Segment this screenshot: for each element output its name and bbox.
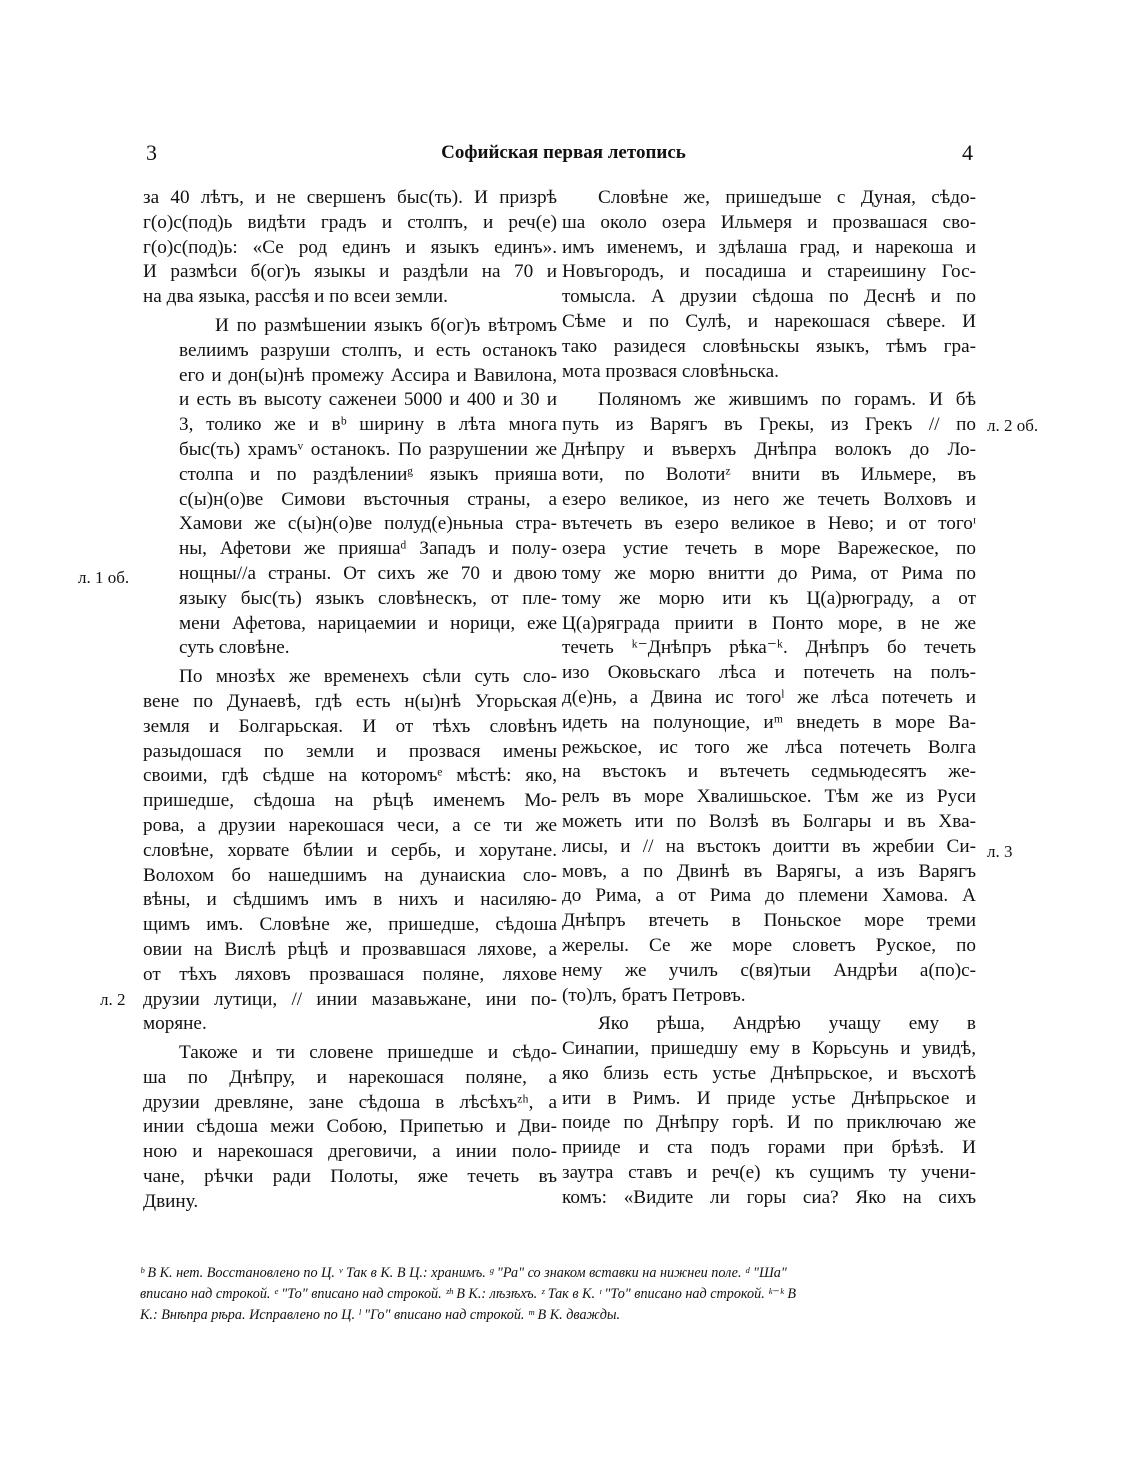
text-line: его и дон(ы)нѣ промежу Ассира и Вавилона, xyxy=(179,364,557,386)
text-line: тому же морю ити къ Ц(а)рюграду, а от xyxy=(562,587,976,609)
text-line: и есть въ высоту саженеи 5000 и 400 и 30 и xyxy=(179,389,557,411)
margin-note-l2: л. 2 xyxy=(100,990,126,1009)
paragraph xyxy=(562,1012,976,1210)
text-line: поиде по Днѣпру горѣ. И по приключаю же xyxy=(562,1112,976,1134)
text-line: инии сѣдоша межи Собою, Припетью и Дви- xyxy=(143,1116,557,1138)
footnote-line: вписано над строкой. ᵉ "То" вписано над строкой. ᶻʰ В К.: лѣзѣхъ. ᶻ Так в К. ᶦ "То" вписано над строкой. ᵏ⁻ᵏ В xyxy=(140,1286,796,1302)
text-line: тому же морю внитти до Рима, от Рима по xyxy=(562,562,976,584)
footnote-line: ᵇ В К. нет. Восстановлено по Ц. ᵛ Так в К. В Ц.: хранимъ. ᵍ "Ра" со знаком вставки на нижнеи поле. ᵈ "Ша" xyxy=(140,1265,787,1281)
text-line: ною и нарекошася дреговичи, а инии поло- xyxy=(143,1141,557,1163)
paragraph xyxy=(562,186,976,384)
text-line: путь из Варягъ въ Грекы, из Грекъ // по xyxy=(562,414,976,436)
paragraph xyxy=(143,1041,557,1215)
text-line: на въстокъ и вътечеть седмьюдесятъ же- xyxy=(562,761,976,783)
text-line: на два языка, рассѣя и по всеи земли. xyxy=(143,286,448,308)
text-line: лисы, и // на въстокъ доитти въ жребии Си- xyxy=(562,835,976,857)
margin-note-l2ob: л. 2 об. xyxy=(987,416,1039,435)
page-number-left: 3 xyxy=(146,140,157,165)
text-line: пришедше, сѣдоша на рѣцѣ именемъ Мо- xyxy=(143,790,557,812)
text-line: томысла. А друзии сѣдоша по Деснѣ и по xyxy=(562,286,976,308)
text-line: вѣны, и сѣдшимъ имъ в нихъ и насиляю- xyxy=(143,889,557,911)
text-line: тако разидеся словѣньскы языкъ, тѣмъ гра- xyxy=(562,335,976,357)
running-title: Софийская первая летопись xyxy=(441,142,686,163)
text-line: вене по Дунаевѣ, гдѣ есть н(ы)нѣ Угорьская xyxy=(143,690,557,712)
text-line: Днѣпръ втечеть в Поньское море треми xyxy=(562,910,976,932)
text-line: друзии лутици, // инии мазавьжане, ини по- xyxy=(143,988,557,1010)
text-line: ны, Афетови же прияшаᵈ Западъ и полу- xyxy=(179,538,557,560)
text-line: рова, а друзии нарекошася чеси, а се ти же xyxy=(143,814,557,836)
page-number-right: 4 xyxy=(962,140,973,165)
text-line: земля и Болгарьская. И от тѣхъ словѣнъ xyxy=(143,715,557,737)
text-line: течеть ᵏ⁻Днѣпръ рѣка⁻ᵏ. Днѣпръ бо течеть xyxy=(562,637,976,659)
text-line: быс(ть) храмъᵛ останокъ. По разрушении же xyxy=(179,438,557,460)
text-line: вътечеть въ езеро великое в Нево; и от тогоᶦ xyxy=(562,513,976,535)
text-line: разыдошася по земли и прозвася имены xyxy=(143,740,557,762)
text-line: (то)лъ, братъ Петровъ. xyxy=(562,984,746,1006)
right-column xyxy=(562,186,976,1211)
text-line: г(о)с(под)ь: «Се род единъ и языкъ единъ». xyxy=(143,236,557,258)
text-line: своими, гдѣ сѣдше на которомъᵉ мѣстѣ: яко, xyxy=(143,765,557,787)
text-line: Синапии, пришедшу ему в Корьсунь и увидѣ, xyxy=(562,1038,976,1060)
text-line: можеть ити по Волзѣ въ Болгары и въ Хва- xyxy=(562,810,976,832)
text-line: жерелы. Се же море словетъ Руское, по xyxy=(562,934,976,956)
text-line: яко близь есть устье Днѣпрьское, и въсхотѣ xyxy=(562,1062,976,1084)
text-line: воти, по Волотиᶻ внити въ Ильмере, въ xyxy=(562,463,976,485)
text-line: с(ы)н(о)ве Симови въсточныя страны, а xyxy=(179,488,557,510)
text-line: ити в Римъ. И приде устье Днѣпрьское и xyxy=(562,1087,976,1109)
text-line: комъ: «Видите ли горы сиа? Яко на сихъ xyxy=(562,1186,976,1208)
margin-note-l3: л. 3 xyxy=(987,842,1013,861)
text-line: от тѣхъ ляховъ прозвашася поляне, ляхове xyxy=(143,963,557,985)
footnote-line: К.: Внѣпра рѣра. Исправлено по Ц. ˡ "Го" вписано над строкой. ᵐ В К. дважды. xyxy=(140,1307,621,1323)
text-line: овии на Вислѣ рѣцѣ и прозвавшася ляхове, а xyxy=(143,938,557,960)
text-line: озера устие течеть в море Варежеское, по xyxy=(562,538,976,560)
text-line: языку быс(ть) языкъ словѣнескъ, от пле- xyxy=(179,587,557,609)
margin-note-l1ob: л. 1 об. xyxy=(78,568,130,587)
text-line: друзии древляне, зане сѣдоша в лѣсѣхъᶻʰ, а xyxy=(143,1091,557,1113)
text-line: мота прозвася словѣньска. xyxy=(562,360,779,382)
text-line: Хамови же с(ы)н(о)ве полуд(е)ньныа стра- xyxy=(179,513,557,535)
text-line: суть словѣне. xyxy=(179,637,290,659)
text-line: моряне. xyxy=(143,1013,207,1035)
text-line: за 40 лѣтъ, и не свершенъ быс(ть). И призрѣ xyxy=(143,187,557,208)
paragraph xyxy=(143,665,557,1037)
text-line: Волохом бо нашедшимъ на дунаискиа сло- xyxy=(143,864,557,886)
text-line: Днѣпру и въверхъ Днѣпра волокъ до Ло- xyxy=(562,438,976,460)
paragraph xyxy=(562,388,976,1008)
footnotes xyxy=(140,1263,990,1326)
text-line: Новъгородъ, и посадиша и стареишину Гос- xyxy=(562,261,976,283)
left-column xyxy=(143,186,557,1215)
text-line: релъ въ море Хвалишьское. Тѣм же из Руси xyxy=(562,786,976,808)
text-line: идеть на полунощие, иᵐ внедеть в море Ва- xyxy=(562,711,976,733)
text-line: И размѣси б(ог)ъ языкы и раздѣли на 70 и xyxy=(143,261,557,283)
text-line: режьское, ис того же лѣса потечеть Волга xyxy=(562,736,976,758)
text-line: изо Оковьскаго лѣса и потечеть на полъ- xyxy=(562,662,976,684)
text-line: мени Афетова, нарицаемии и норици, еже xyxy=(179,612,557,634)
text-line: нощны//а страны. От сихъ же 70 и двою xyxy=(179,562,557,584)
text-line: заутра ставъ и реч(е) къ сущимъ ту учени- xyxy=(562,1162,976,1184)
text-line: словѣне, хорвате бѣлии и сербь, и хорутане. xyxy=(143,839,557,861)
text-line: имъ именемъ, и здѣлаша град, и нарекоша и xyxy=(562,236,976,258)
text-line: Ц(а)ряграда приити в Понто море, в не же xyxy=(562,612,976,634)
text-line: столпа и по раздѣленииᵍ языкъ прияша xyxy=(179,463,557,485)
text-line: Яко рѣша, Андрѣю учащу ему в xyxy=(598,1013,976,1035)
text-line: до Рима, а от Рима до племени Хамова. А xyxy=(562,885,976,907)
text-line: д(е)нь, а Двина ис тогоˡ же лѣса потечеть и xyxy=(562,686,976,708)
text-line: И по размѣшении языкъ б(ог)ъ вѣтромъ xyxy=(215,314,557,336)
text-line: чане, рѣчки ради Полоты, яже течеть въ xyxy=(143,1166,557,1188)
paragraph xyxy=(143,186,557,310)
text-line: езеро великое, из него же течеть Волховъ и xyxy=(562,488,976,510)
text-line: велиимъ разруши столпъ, и есть останокъ xyxy=(179,339,557,361)
text-line: Поляномъ же жившимъ по горамъ. И бѣ xyxy=(598,389,976,411)
text-line: Словѣне же, пришедъше с Дуная, сѣдо- xyxy=(598,187,976,208)
paragraph xyxy=(143,314,557,661)
text-line: ша по Днѣпру, и нарекошася поляне, а xyxy=(143,1066,557,1088)
text-line: прииде и ста подъ горами при брѣзѣ. И xyxy=(562,1137,976,1159)
text-line: Сѣме и по Сулѣ, и нарекошася сѣвере. И xyxy=(562,310,976,332)
text-line: нему же училъ с(вя)тыи Андрѣи а(по)с- xyxy=(562,959,976,981)
text-line: щимъ имъ. Словѣне же, пришедше, сѣдоша xyxy=(143,914,557,936)
text-line: ша около озера Ильмеря и прозвашася сво- xyxy=(562,211,976,233)
text-line: Двину. xyxy=(143,1190,199,1212)
text-line: 3, толико же и вᵇ ширину в лѣта многа xyxy=(179,414,557,436)
text-line: По мнозѣх же временехъ сѣли суть сло- xyxy=(179,666,557,688)
text-line: г(о)с(под)ь видѣти градъ и столпъ, и реч(е) xyxy=(143,211,557,233)
text-line: мовъ, а по Двинѣ въ Варягы, а изъ Варягъ xyxy=(562,860,976,882)
text-line: Такоже и ти словене пришедше и сѣдо- xyxy=(179,1042,557,1064)
